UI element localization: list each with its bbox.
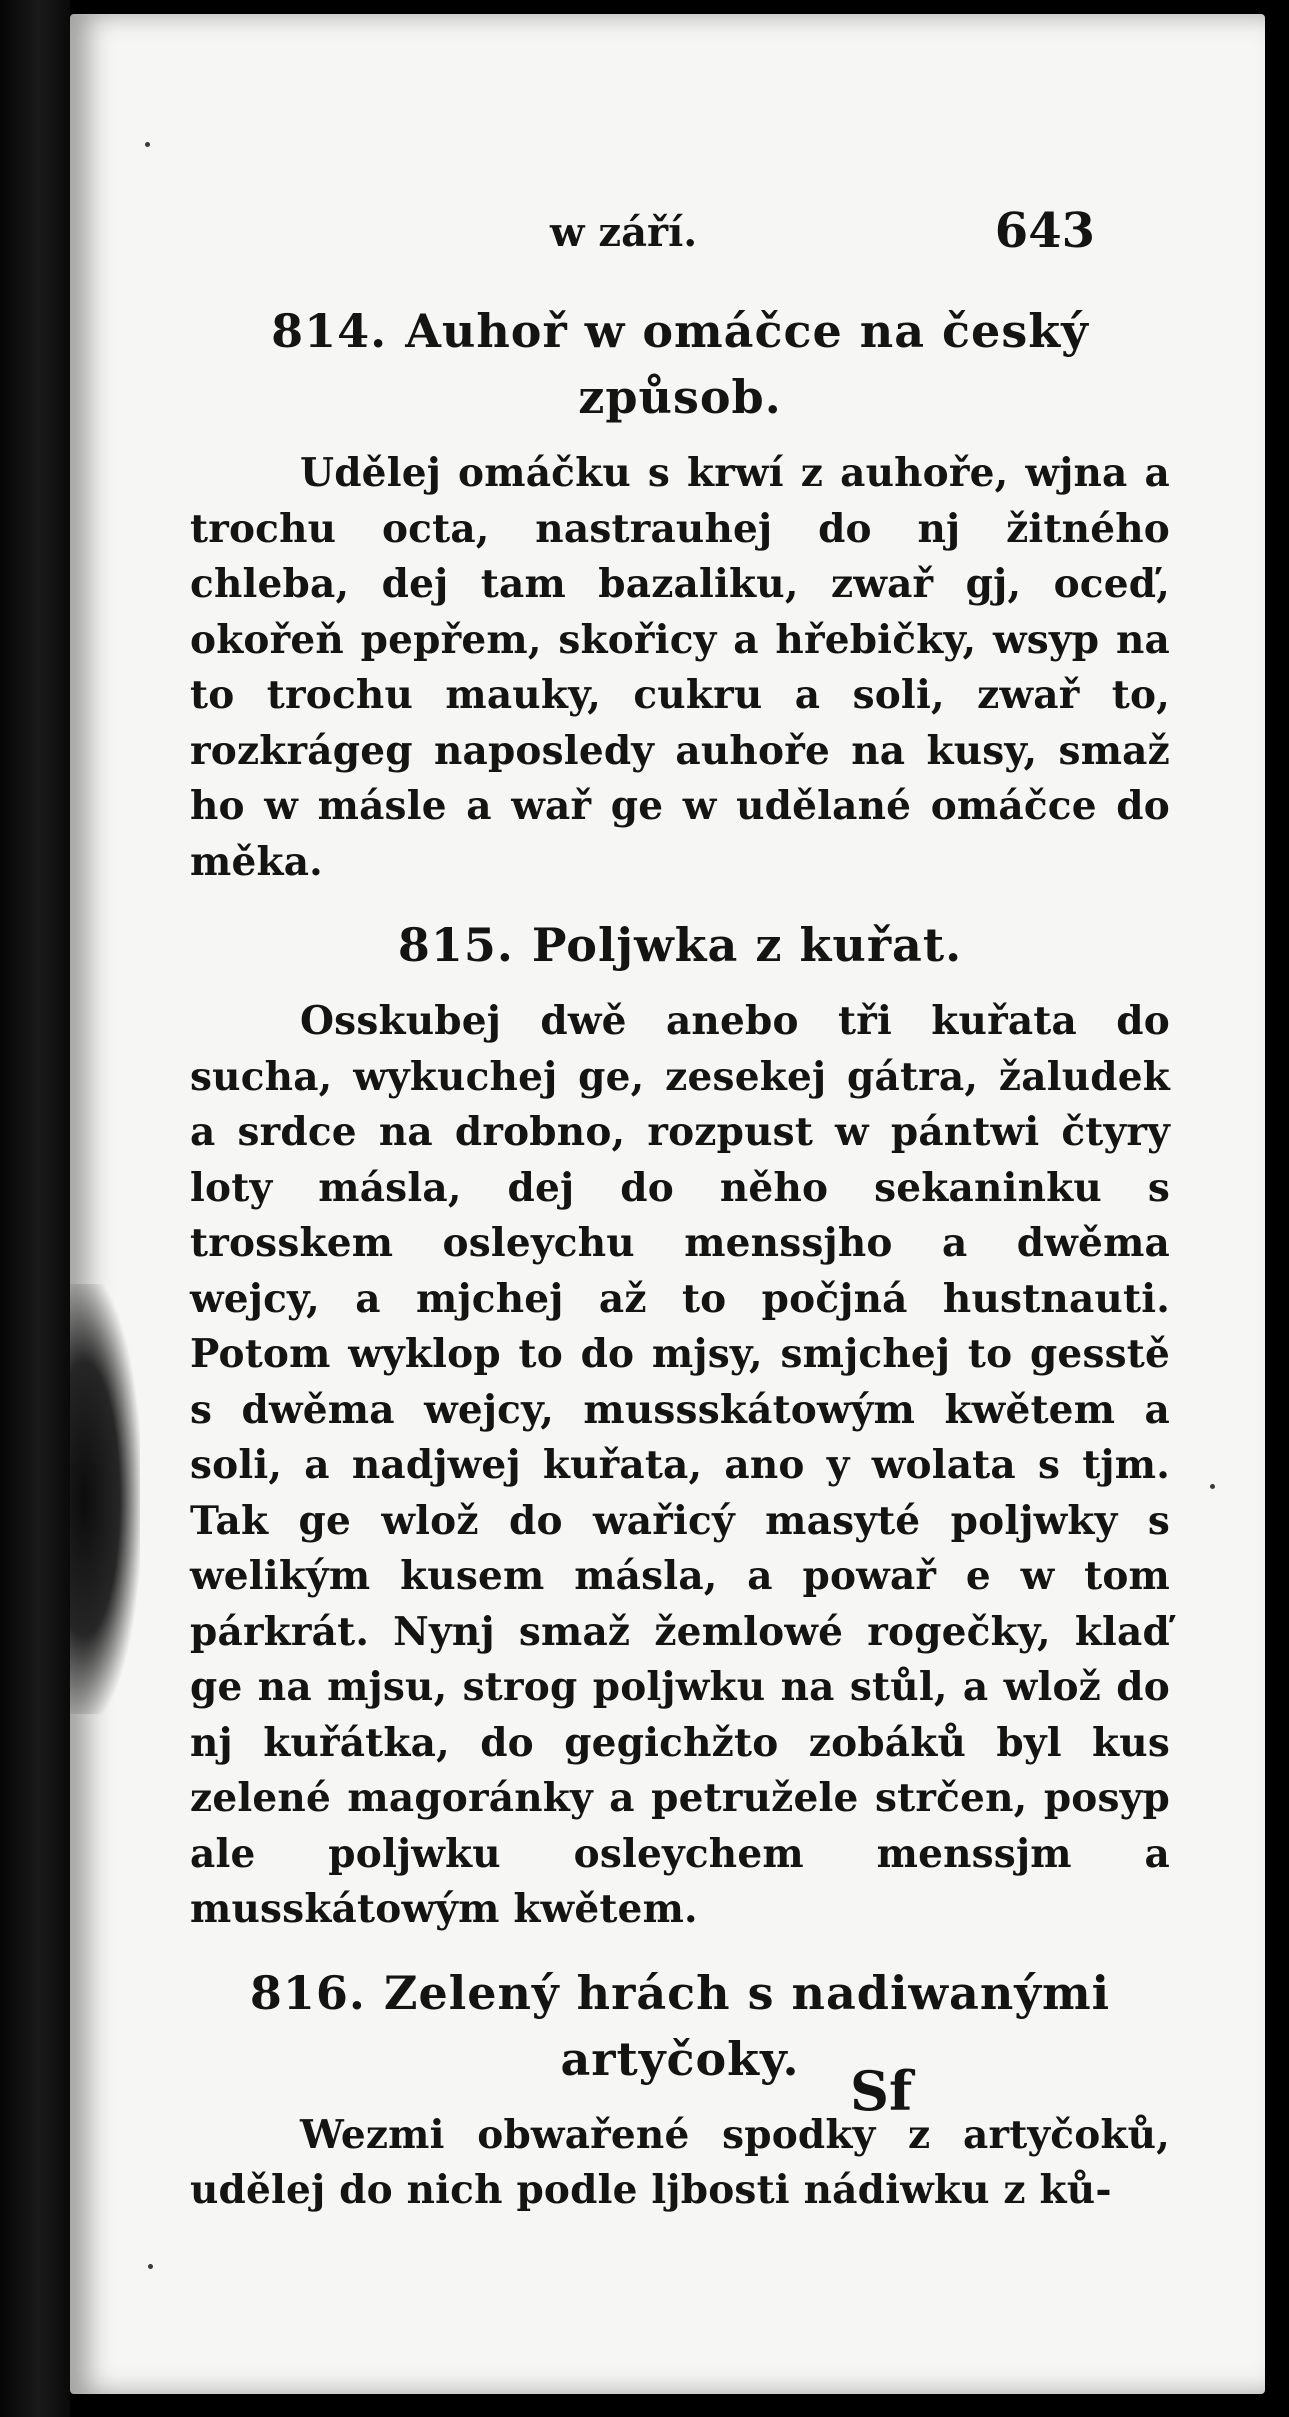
section-heading-815: [190, 912, 1170, 978]
catchword: Sf: [850, 2059, 913, 2123]
section-title: Poljwka z kuřat.: [531, 918, 963, 972]
section-number: 814.: [271, 304, 388, 358]
page-content: [190, 284, 1170, 2241]
section-number: 815.: [397, 918, 514, 972]
section-text-816: Wezmi obwařené spodky z artyčoků, udělej do nich podle ljbosti nádiwku z ků-: [190, 2111, 1170, 2213]
section-title: Zelený hrách s nadiwanými artyčoky.: [383, 1965, 1111, 2086]
book-page: [70, 14, 1265, 2394]
section-heading-814: [190, 298, 1170, 430]
book-binding: [0, 0, 70, 2417]
page-header: [70, 203, 1265, 269]
running-head: w září.: [550, 209, 698, 256]
section-text-814: Udělej omáčku s krwí z auhoře, wjna a trochu octa, nastrauhej do nj žitného chleba, dej tam bazaliku, zwař gj, oceď, okořeň pepřem, skořicy a hřebičky, wsyp na to trochu mauky, cukru a soli, zwař to, rozkrágeg naposledy auhoře na kusy, smaž ho w másle a wař ge w udělané omáčce do měka.: [190, 450, 1170, 885]
page-number: 643: [994, 203, 1095, 259]
section-number: 816.: [249, 1965, 366, 2020]
paper-speck: [1210, 1484, 1215, 1489]
section-heading-816: [190, 1960, 1170, 2092]
paper-speck: [145, 142, 150, 147]
paper-speck: [148, 2264, 153, 2269]
section-text-815: Osskubej dwě anebo tři kuřata do sucha, wykuchej ge, zesekej gátra, žaludek a srdce na drobno, rozpust w pántwi čtyry loty másla, dej do něho sekaninku s trosskem osleychu menssjho a dwěma wejcy, a mjchej až to počjná hustnauti. Potom wyklop to do mjsy, smjchej to gesstě s dwěma wejcy, mussskátowým kwětem a soli, a nadjwej kuřata, ano y wolata s tjm. Tak ge wlož do wařicý masyté poljwky s welikým kusem másla, a powař e w tom párkrát. Nynj smaž žemlowé rogečky, klaď ge na mjsu, strog poljwku na stůl, a wlož do nj kuřátka, do gegichžto zobáků byl kus zelené magoránky a petružele strčen, posyp ale poljwku osleychem menssjm a musskátowým kwětem.: [190, 998, 1170, 1932]
section-title: Auhoř w omáčce na český způsob.: [405, 304, 1089, 424]
page-stain: [70, 1284, 140, 1714]
